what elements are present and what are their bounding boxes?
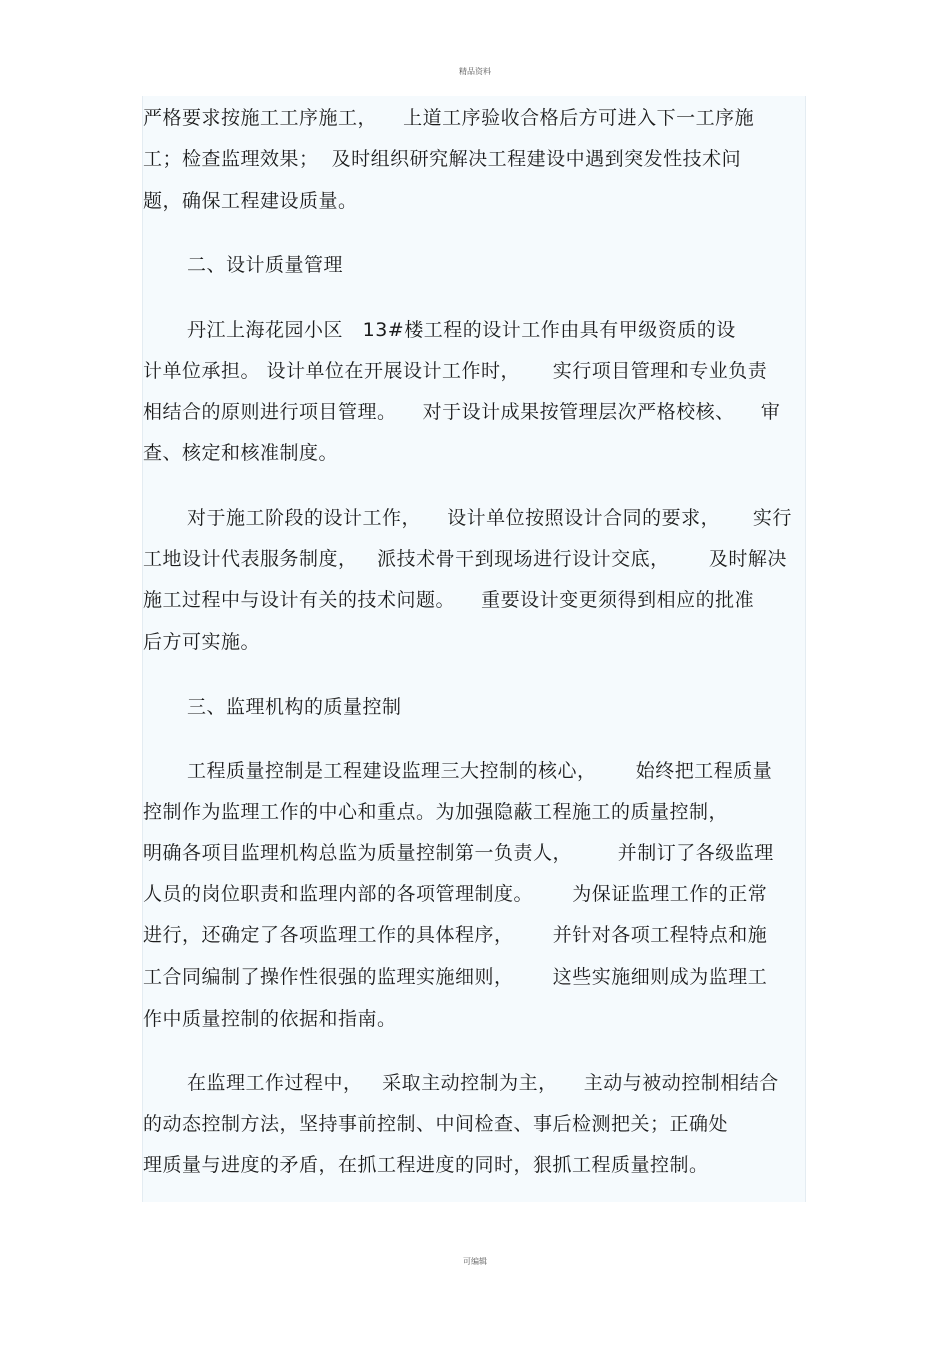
paragraph-6-line-4: 人员的岗位职责和监理内部的各项管理制度。 为保证监理工作的正常 [143,883,768,905]
section-heading-design-quality: 二、设计质量管理 [187,254,344,276]
paragraph-6-line-6: 工合同编制了操作性很强的监理实施细则， 这些实施细则成为监理工 [143,966,768,988]
paragraph-6-line-7: 作中质量控制的依据和指南。 [143,1008,397,1030]
paragraph-6-line-3: 明确各项目监理机构总监为质量控制第一负责人， 并制订了各级监理 [143,842,774,864]
paragraph-6-line-1: 工程质量控制是工程建设监理三大控制的核心， 始终把工程质量 [187,760,773,782]
paragraph-7-line-1: 在监理工作过程中， 采取主动控制为主， 主动与被动控制相结合 [187,1072,779,1094]
paragraph-6-line-5: 进行，还确定了各项监理工作的具体程序， 并针对各项工程特点和施 [143,924,768,946]
paragraph-1-line-1: 严格要求按施工工序施工， 上道工序验收合格后方可进入下一工序施 [143,107,755,129]
paragraph-3-line-3: 相结合的原则进行项目管理。 对于设计成果按管理层次严格校核、 审 [143,401,781,423]
paragraph-3-line-2: 计单位承担。 设计单位在开展设计工作时， 实行项目管理和专业负责 [143,360,768,382]
paragraph-3-line-4: 查、核定和核准制度。 [143,442,339,464]
footer-watermark: 可编辑 [463,1257,487,1266]
paragraph-7-line-3: 理质量与进度的矛盾，在抓工程进度的同时，狠抓工程质量控制。 [143,1154,709,1176]
header-watermark: 精品资料 [459,67,491,76]
paragraph-1-line-2: 工；检查监理效果； 及时组织研究解决工程建设中遇到突发性技术问 [143,148,742,170]
paragraph-1-line-3: 题，确保工程建设质量。 [143,190,358,212]
paragraph-4-line-2: 工地设计代表服务制度， 派技术骨干到现场进行设计交底， 及时解决 [143,548,787,570]
paragraph-7-line-2: 的动态控制方法，坚持事前控制、中间检查、事后检测把关；正确处 [143,1113,729,1135]
paragraph-4-line-1: 对于施工阶段的设计工作， 设计单位按照设计合同的要求， 实行 [187,507,792,529]
section-heading-supervision-quality: 三、监理机构的质量控制 [187,696,402,718]
paragraph-3-line-1: 丹江上海花园小区 13#楼工程的设计工作由具有甲级资质的设 [187,319,736,341]
paragraph-4-line-4: 后方可实施。 [143,631,261,653]
paragraph-4-line-3: 施工过程中与设计有关的技术问题。 重要设计变更须得到相应的批准 [143,589,755,611]
paragraph-6-line-2: 控制作为监理工作的中心和重点。为加强隐蔽工程施工的质量控制， [143,801,729,823]
